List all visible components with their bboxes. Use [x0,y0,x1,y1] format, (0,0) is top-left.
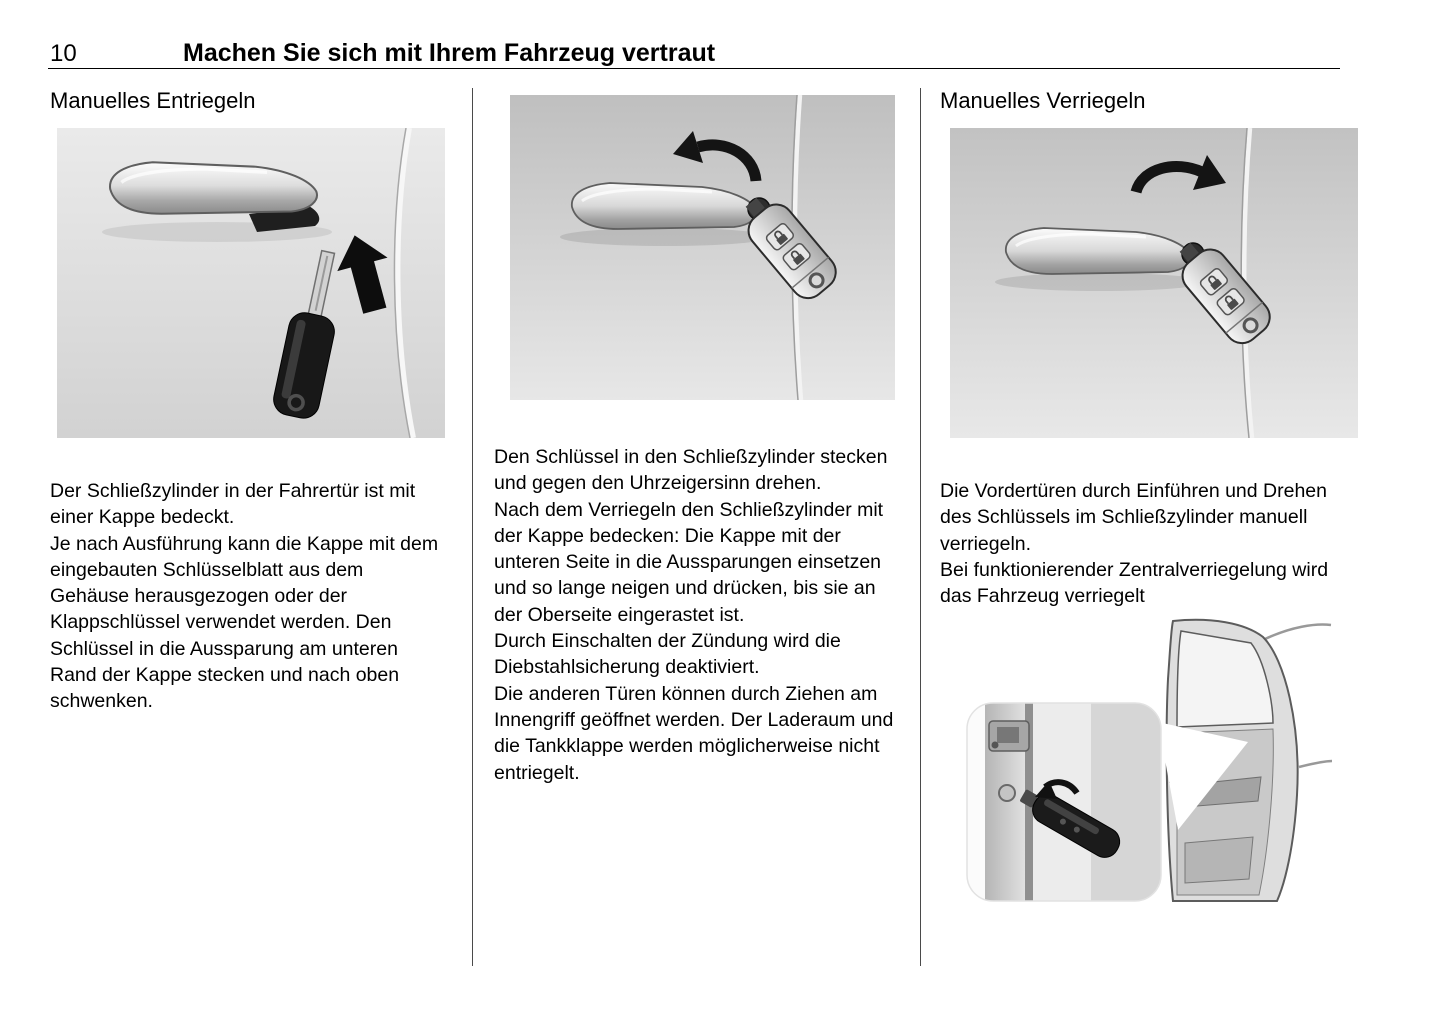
body-text-col3 [940,478,1342,609]
figure-key-insert-into-cap [57,128,445,438]
body-paragraph: Die anderen Türen können durch Ziehen am Innengriff geöffnet werden. Der Laderaum und die Tankklappe werden möglicherweise nicht entriegelt. [494,682,894,784]
column-separator-1 [472,88,473,966]
body-text-col2 [494,444,900,786]
figure-key-turn-counterclockwise [510,95,895,400]
striker-plate [989,721,1029,751]
body-paragraph: Der Schließzylinder in der Fahrertür ist mit einer Kappe bedeckt. [50,480,416,529]
page-number: 10 [50,40,77,67]
body-paragraph: Durch Einschalten der Zündung wird die Diebstahlsicherung deaktiviert. [494,630,841,679]
header-rule [48,68,1340,69]
figure-door-edge-lock-with-key [965,617,1333,905]
figure-key-turn-clockwise [950,128,1358,438]
door-pocket [1185,837,1253,883]
body-paragraph: Die Vordertüren durch Einführen und Drehen des Schlüssels im Schließzylinder manuell verriegeln. [940,480,1327,555]
section-heading-manual-unlocking: Manuelles Entriegeln [50,88,256,113]
body-paragraph: Bei funktionierender Zentralverriegelung wird das Fahrzeug verriegelt [940,558,1329,608]
section-heading-manual-locking: Manuelles Verriegeln [940,88,1146,113]
body-paragraph: Den Schlüssel in den Schließzylinder stecken und gegen den Uhrzeigersinn drehen. [494,446,888,495]
body-text-col1 [50,478,444,715]
lock-closeup-box [967,703,1161,901]
body-paragraph: Nach dem Verriegeln den Schließzylinder mit der Kappe bedecken: Die Kappe mit der unteren Seite in die Aussparungen einsetzen und so lange neigen und drücken, bis sie an der Oberseite eingerastet ist. [494,498,884,626]
lock-cylinder-hole [999,785,1015,801]
body-paragraph: Je nach Ausführung kann die Kappe mit dem eingebauten Schlüsselblatt aus dem Gehäuse herausgezogen oder der Klappschlüssel verwendet werden. Den Schlüssel in die Aussparung am unteren Rand der Kappe stecken und nach oben schwenken. [50,532,439,713]
page-title: Machen Sie sich mit Ihrem Fahrzeug vertraut [183,39,716,67]
column-separator-2 [920,88,921,966]
